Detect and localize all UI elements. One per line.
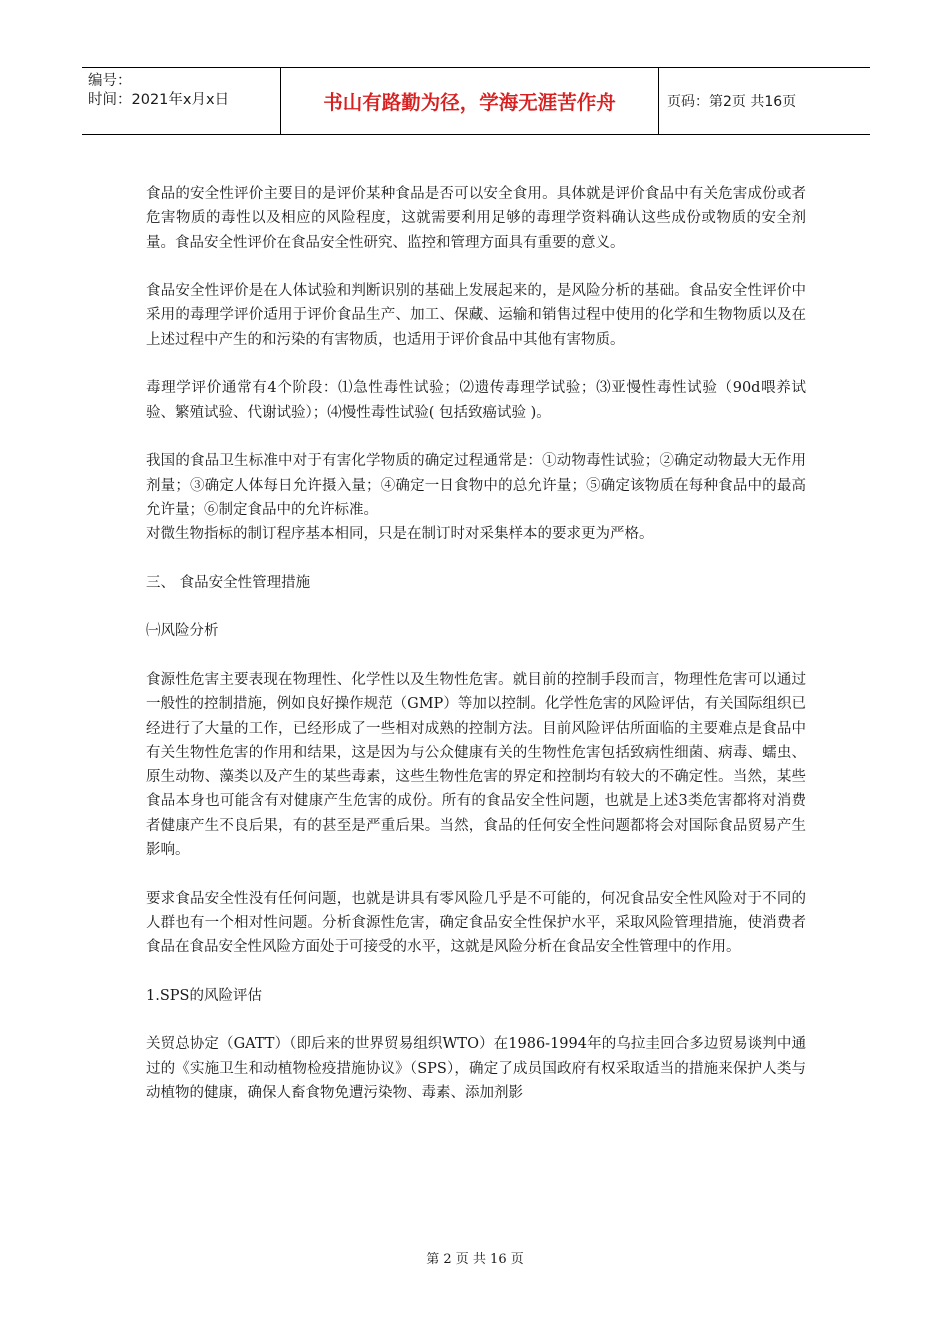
paragraph-intro: 食品的安全性评价主要目的是评价某种食品是否可以安全食用。具体就是评价食品中有关危害成份或者危害物质的毒性以及相应的风险程度，这就需要利用足够的毒理学资料确认这些成份或物质的安全剂量。食品安全性评价在食品安全性研究、监控和管理方面具有重要的意义。	[146, 186, 806, 251]
header-motto: 书山有路勤为径，学海无涯苦作舟	[281, 68, 659, 134]
paragraph-foodborne-hazards: 食源性危害主要表现在物理性、化学性以及生物性危害。就目前的控制手段而言，物理性危害可以通过一般性的控制措施，例如良好操作规范（GMP）等加以控制。化学性危害的风险评估，有关国际组织已经进行了大量的工作，已经形成了一些相对成熟的控制方法。目前风险评估所面临的主要难点是食品中有关生物性危害的作用和结果，这是因为与公众健康有关的生物性危害包括致病性细菌、病毒、蠕虫、原生动物、藻类以及产生的某些毒素，这些生物性危害的界定和控制均有较大的不确定性。当然，某些食品本身也可能含有对健康产生危害的成份。所有的食品安全性问题，也就是上述3类危害都将对消费者健康产生不良后果，有的甚至是严重后果。当然，食品的任何安全性问题都将会对国际食品贸易产生影响。	[146, 671, 806, 859]
header-page-info: 页码：第2页 共16页	[667, 94, 797, 110]
document-number-label: 编号：	[88, 73, 132, 89]
paragraph-standard-process: 我国的食品卫生标准中对于有害化学物质的确定过程通常是：①动物毒性试验；②确定动物最大无作用剂量；③确定人体每日允许摄入量；④确定一日食物中的总允许量；⑤确定该物质在每种食品中的最高允许量；⑥制定食品中的允许标准。	[146, 453, 806, 518]
paragraph-gatt-sps: 关贸总协定（GATT）（即后来的世界贸易组织WTO）在1986-1994年的乌拉圭回合多边贸易谈判中通过的《实施卫生和动植物检疫措施协议》（SPS），确定了成员国政府有权采取适当的措施来保护人类与动植物的健康，确保人畜食物免遭污染物、毒素、添加剂影	[146, 1036, 806, 1101]
subsection-heading: ㈠风险分析	[146, 623, 219, 640]
paragraph-toxicology-stages: 毒理学评价通常有4个阶段：⑴急性毒性试验；⑵遗传毒理学试验；⑶亚慢性毒性试验（90d喂养试验、繁殖试验、代谢试验）；⑷慢性毒性试验( 包括致癌试验 )。	[146, 380, 806, 421]
header-meta-cell	[82, 68, 281, 134]
page-header	[82, 67, 870, 135]
document-body	[146, 182, 806, 1105]
page-footer: 第 2 页 共 16 页	[426, 1252, 524, 1267]
paragraph-microbial-standard: 对微生物指标的制订程序基本相同，只是在制订时对采集样本的要求更为严格。	[146, 526, 654, 543]
subsection-sps-heading: 1.SPS的风险评估	[146, 987, 262, 1004]
document-date: 时间：2021年x月x日	[88, 92, 230, 108]
paragraph-risk-analysis-role: 要求食品安全性没有任何问题，也就是讲具有零风险几乎是不可能的，何况食品安全性风险对于不同的人群也有一个相对性问题。分析食源性危害，确定食品安全性保护水平，采取风险管理措施，使消费者食品在食品安全性风险方面处于可接受的水平，这就是风险分析在食品安全性管理中的作用。	[146, 890, 806, 956]
paragraph-evaluation-basis: 食品安全性评价是在人体试验和判断识别的基础上发展起来的，是风险分析的基础。食品安全性评价中采用的毒理学评价适用于评价食品生产、加工、保藏、运输和销售过程中使用的化学和生物物质以及在上述过程中产生的和污染的有害物质，也适用于评价食品中其他有害物质。	[146, 283, 806, 348]
section-heading: 三、 食品安全性管理措施	[146, 574, 311, 591]
